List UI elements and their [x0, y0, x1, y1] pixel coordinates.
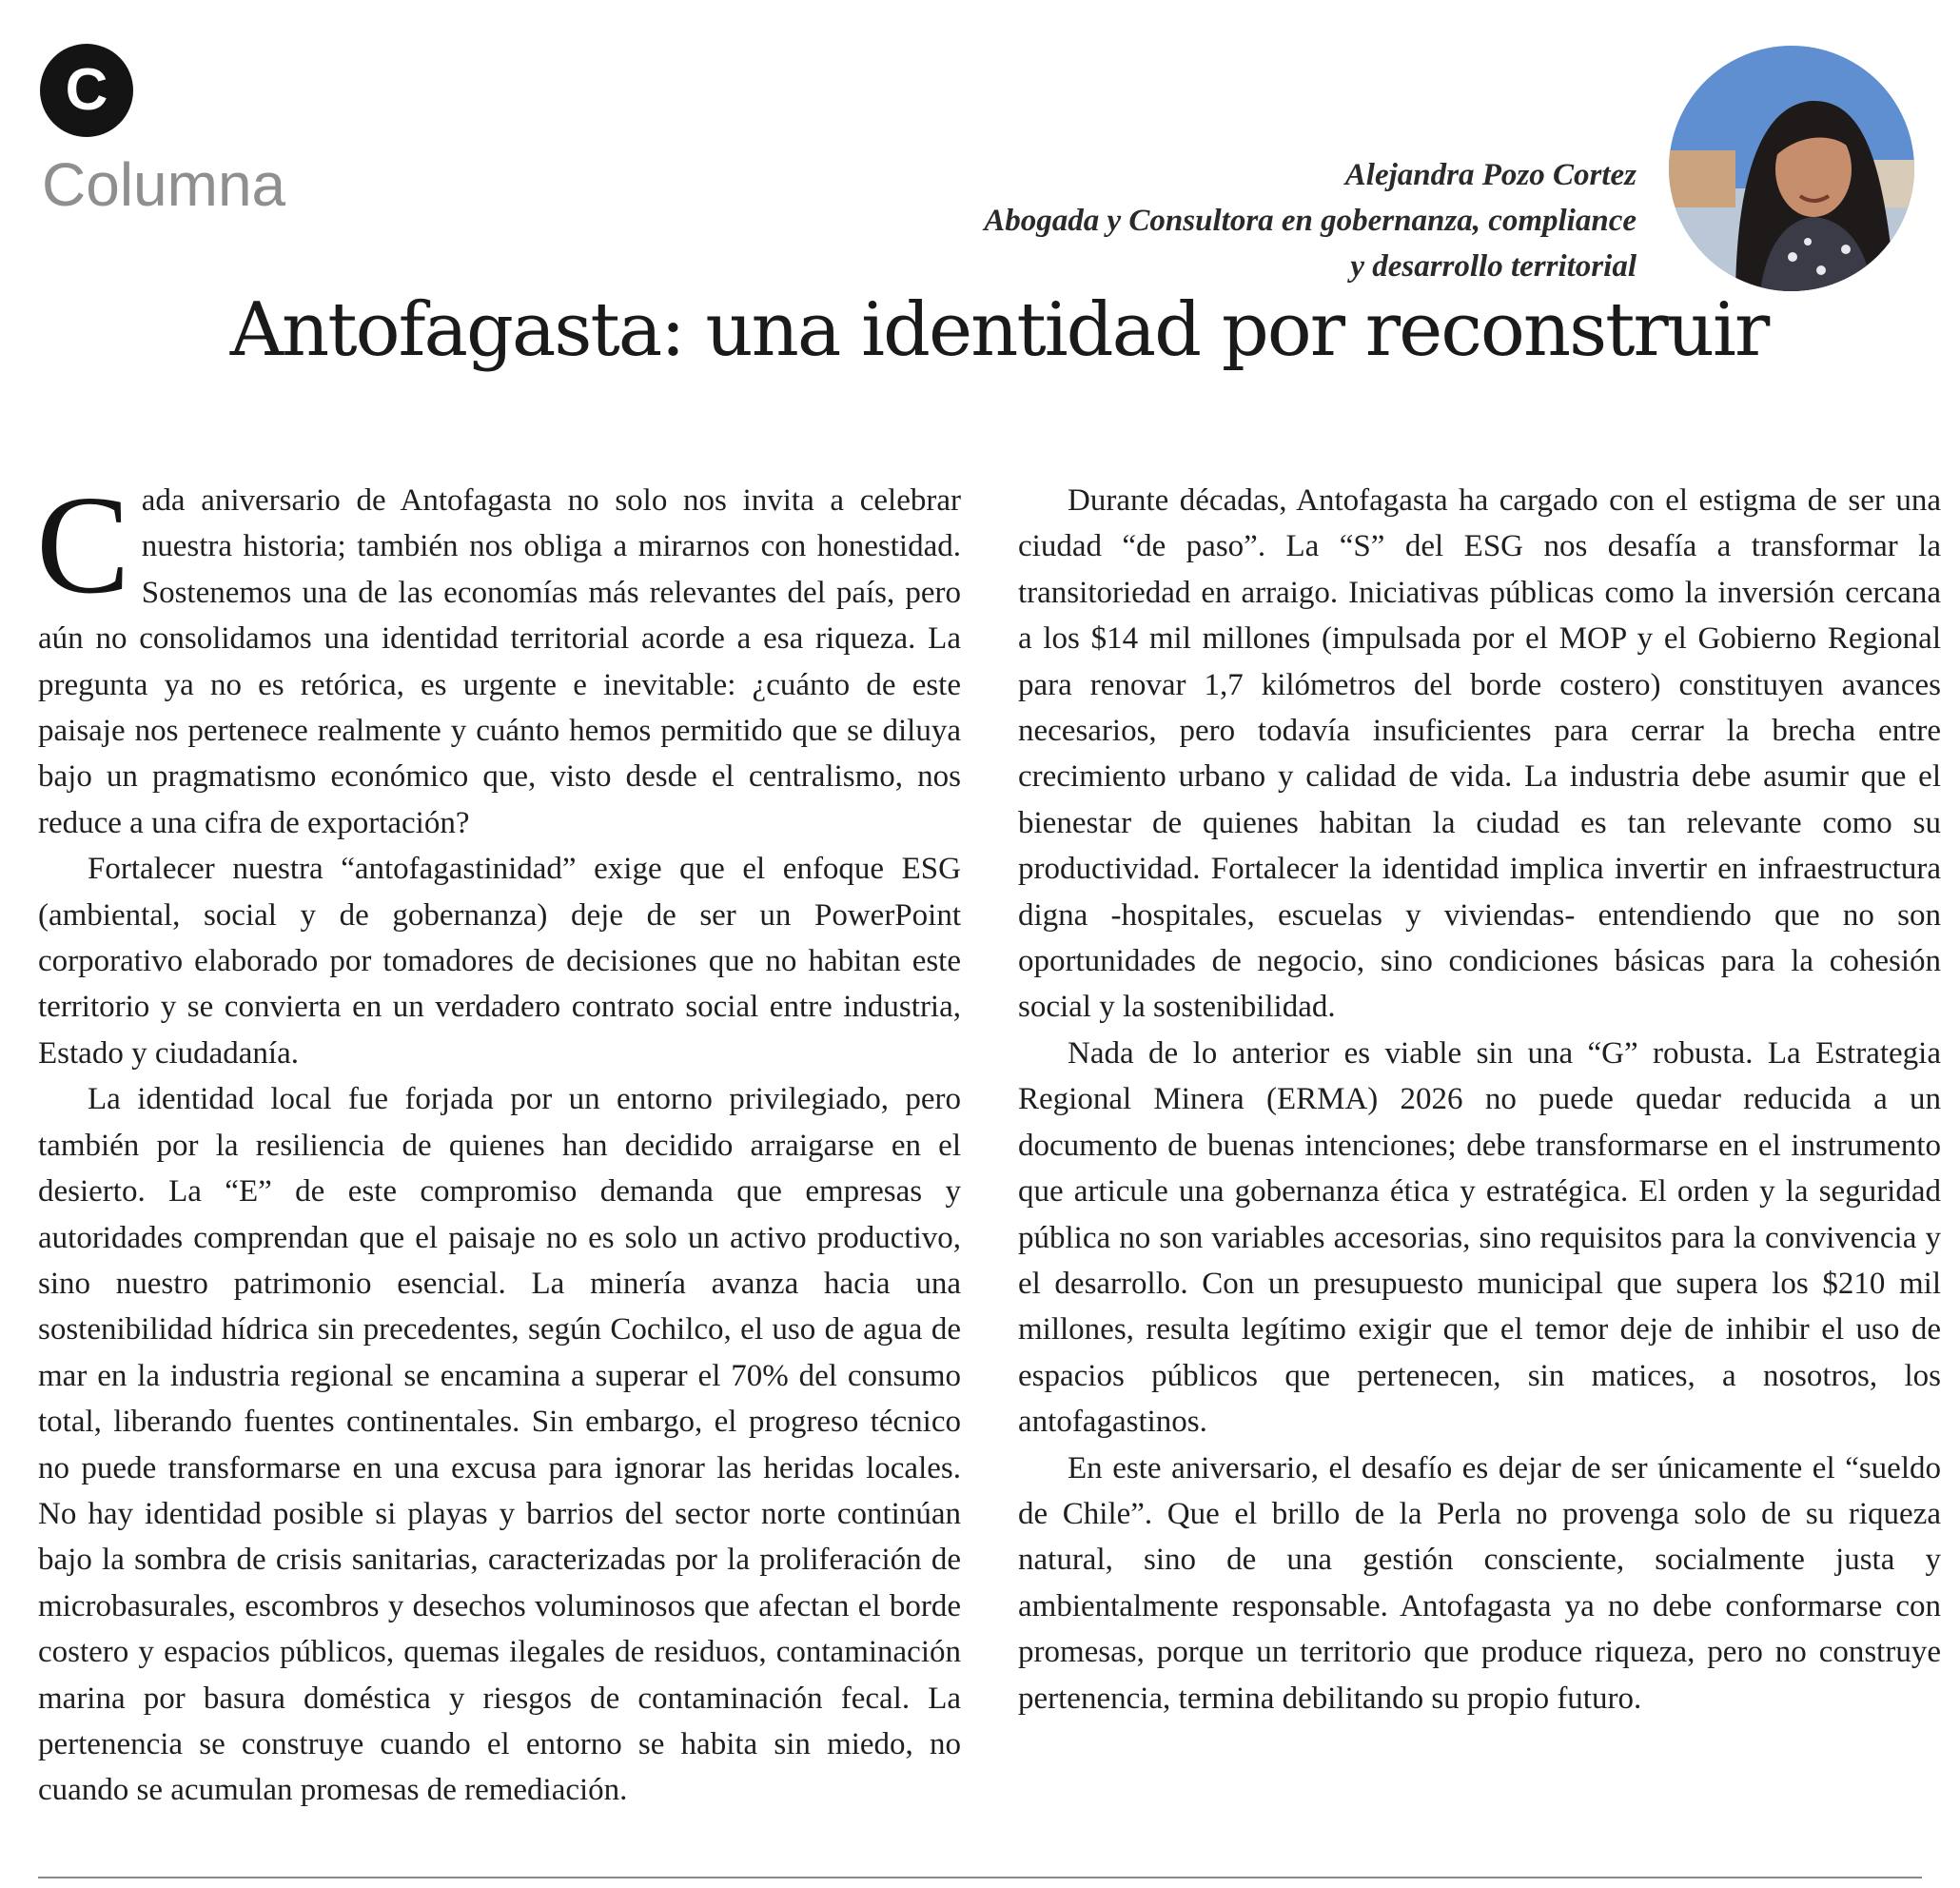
author-name: Alejandra Pozo Cortez — [1344, 158, 1637, 192]
author-role-line-2: y desarrollo territorial — [1350, 249, 1637, 284]
author-portrait-illustration — [1669, 46, 1914, 291]
article-paragraph-4: Durante décadas, Antofagasta ha cargado con el estigma de ser una ciudad “de paso”. La “S” del ESG nos desafía a transformar la transitoriedad en arraigo. Iniciativas públicas como la inversión cercana a los $14 mil millones (impulsada por el MOP y el Gobierno Regional para renovar 1,7 kilómetros del borde costero) constituyen avances necesarios, pero todavía insuficientes para cerrar la brecha entre crecimiento urbano y calidad de vida. La industria debe asumir que el bienestar de quienes habitan la ciudad es tan relevante como su productividad. Fortalecer la identidad implica invertir en infraestructura digna -hospitales, escuelas y viviendas- entendiendo que no son oportunidades de negocio, sino condiciones básicas para la cohesión social y la sostenibilidad. — [1018, 483, 1941, 1025]
article-paragraph-1 — [36, 467, 961, 846]
article-paragraph-3: La identidad local fue forjada por un entorno privilegiado, pero también por la resiliencia de quienes han decidido arraigarse en el desierto. La “E” de este compromiso demanda que empresas y autoridades comprendan que el paisaje no es solo un activo productivo, sino nuestro patrimonio esencial. La minería avanza hacia una sostenibilidad hídrica sin precedentes, según Cochilco, el uso de agua de mar en la industria regional se encamina a superar el 70% del consumo total, liberando fuentes continentales. Sin embargo, el progreso técnico no puede transformarse en una excusa para ignorar las heridas locales. No hay identidad posible si playas y barrios del sector norte continúan bajo la sombra de crisis sanitarias, caracterizadas por la proliferación de microbasurales, escombros y desechos voluminosos que afectan el borde costero y espacios públicos, quemas ilegales de residuos, contaminación marina por basura doméstica y riesgos de contaminación fecal. La pertenencia se construye cuando el entorno se habita sin miedo, no cuando se acumulan promesas de remediación. — [38, 1082, 961, 1808]
column-logo: C — [40, 44, 133, 137]
bottom-rule — [38, 1877, 1922, 1878]
author-photo — [1669, 46, 1914, 291]
article-paragraph-6: En este aniversario, el desafío es dejar de ser únicamente el “sueldo de Chile”. Que el brillo de la Perla no provenga solo de su riqueza natural, sino de una gestión consciente, socialmente justa y ambientalmente responsable. Antofagasta ya no debe conformarse con promesas, porque un territorio que produce riqueza, pero no construye pertenencia, termina debilitando su propio futuro. — [1018, 1450, 1941, 1716]
paragraph-1-text: ada aniversario de Antofagasta no solo nos invita a celebrar nuestra historia; también nos obliga a mirarnos con honestidad. Sostenemos una de las economías más relevantes del país, pero aún no consolidamos una identidad territorial acorde a esa riqueza. La pregunta ya no es retórica, es urgente e inevitable: ¿cuánto de este paisaje nos pertenece realmente y cuánto hemos permitido que se diluya bajo un pragmatismo económico que, visto desde el centralismo, nos reduce a una cifra de exportación? — [38, 483, 961, 840]
author-byline — [984, 152, 1637, 289]
article-body — [36, 467, 1941, 1867]
section-label: Columna — [42, 150, 286, 219]
drop-cap: C — [36, 467, 130, 623]
article-headline: Antofagasta: una identidad por reconstruir — [229, 287, 1769, 373]
author-role-line-1: Abogada y Consultora en gobernanza, compliance — [984, 204, 1637, 238]
article-paragraph-2: Fortalecer nuestra “antofagastinidad” exige que el enfoque ESG (ambiental, social y de gobernanza) deje de ser un PowerPoint corporativo elaborado por tomadores de decisiones que no habitan este territorio y se convierta en un verdadero contrato social entre industria, Estado y ciudadanía. — [38, 852, 961, 1071]
article-paragraph-5: Nada de lo anterior es viable sin una “G” robusta. La Estrategia Regional Minera (ERMA) 2026 no puede quedar reducida a un documento de buenas intenciones; debe transformarse en el instrumento que articule una gobernanza ética y estratégica. El orden y la seguridad pública no son variables accesorias, sino requisitos para la convivencia y el desarrollo. Con un presupuesto municipal que supera los $210 mil millones, resulta legítimo exigir que el temor deje de inhibir el uso de espacios públicos que pertenecen, sin matices, a nosotros, los antofagastinos. — [1018, 1035, 1941, 1440]
